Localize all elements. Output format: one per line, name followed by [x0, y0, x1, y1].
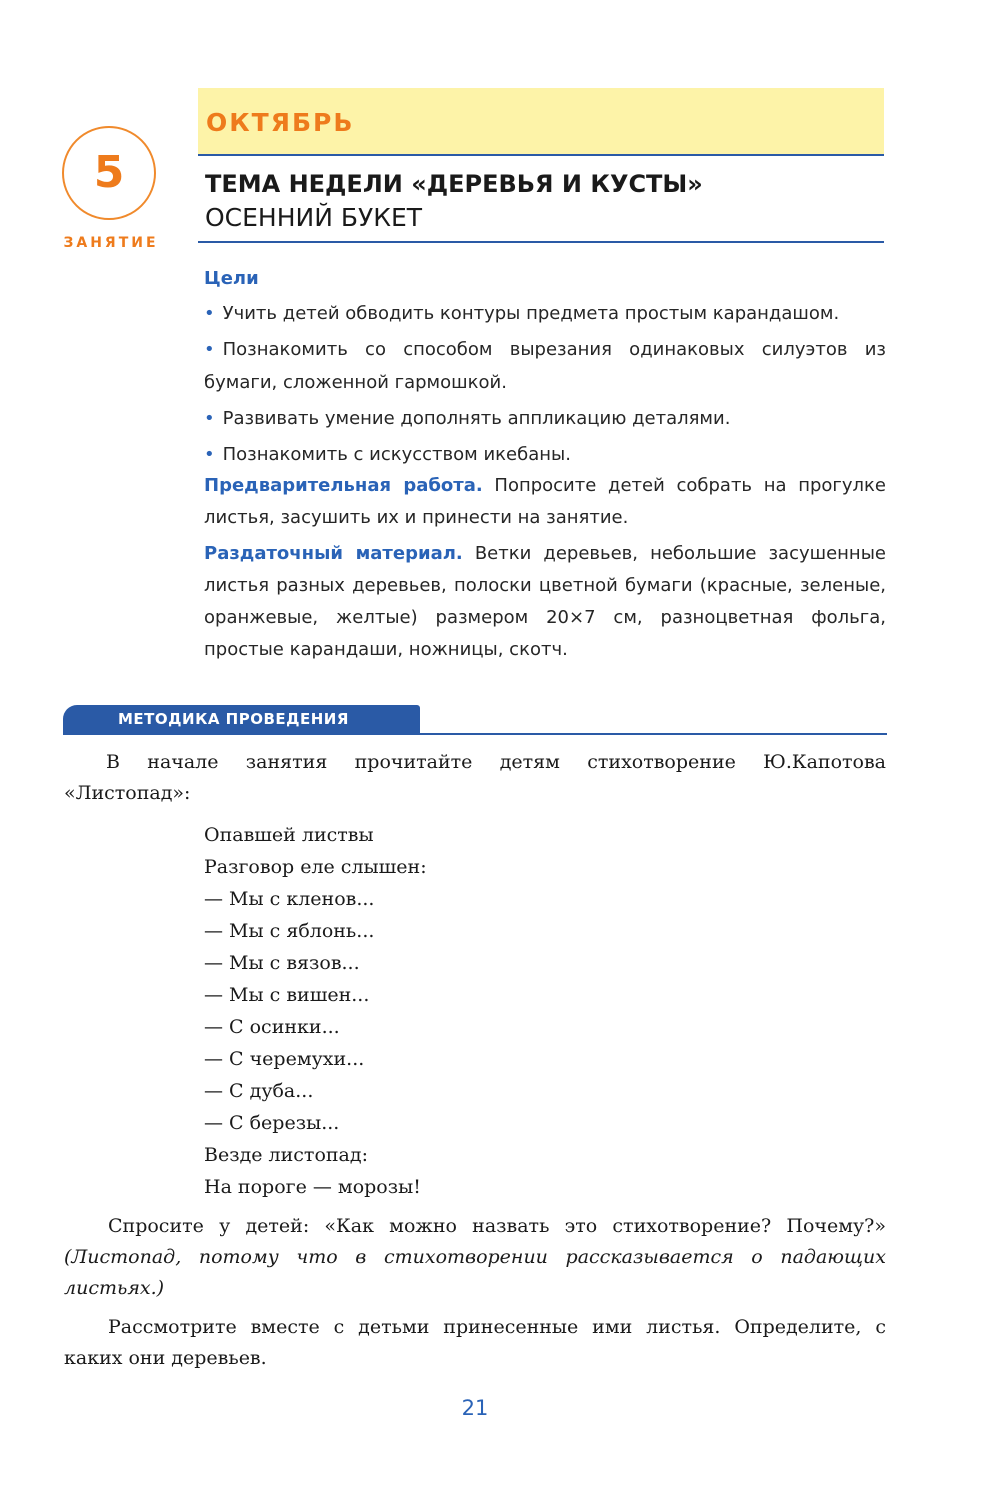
- poem-line: — С дуба...: [204, 1080, 314, 1102]
- preliminary-work-heading: Предварительная работа.: [204, 475, 483, 496]
- bullet-icon: •: [204, 408, 215, 429]
- month-label: ОКТЯБРЬ: [206, 108, 355, 137]
- materials-heading: Раздаточный материал.: [204, 543, 463, 564]
- method-intro: В начале занятия прочитайте детям стихотворение Ю.Капотова «Листопад»:: [64, 751, 886, 804]
- week-theme-title: ТЕМА НЕДЕЛИ «ДЕРЕВЬЯ И КУСТЫ»: [205, 170, 703, 198]
- goal-text: Познакомить со способом вырезания одинаковых силуэтов из бумаги, сложенной гармошкой.: [204, 339, 886, 393]
- goal-item: [204, 438, 886, 471]
- lesson-label: ЗАНЯТИЕ: [63, 235, 159, 251]
- poem-line: Разговор еле слышен:: [204, 856, 427, 878]
- poem-line: — Мы с вязов...: [204, 952, 360, 974]
- title-divider: [198, 241, 884, 243]
- materials-paragraph: [204, 538, 886, 666]
- goal-text: Развивать умение дополнять аппликацию деталями.: [222, 408, 731, 429]
- preliminary-work-text: Попросите детей собрать на прогулке листья, засушить их и принести на занятие.: [204, 475, 886, 528]
- poem: [204, 819, 427, 1203]
- closing-paragraph: Рассмотрите вместе с детьми принесенные ими листья. Определите, с каких они деревьев.: [64, 1316, 886, 1369]
- bullet-icon: •: [204, 444, 215, 465]
- materials-text: Ветки деревьев, небольшие засушенные листья разных деревьев, полоски цветной бумаги (красные, зеленые, оранжевые, желтые) размером 20×7 см, разноцветная фольга, простые карандаши, ножницы, скотч.: [204, 543, 886, 660]
- goal-text: Познакомить с искусством икебаны.: [222, 444, 571, 465]
- page-number: 21: [461, 1396, 489, 1420]
- method-heading: МЕТОДИКА ПРОВЕДЕНИЯ: [118, 710, 349, 728]
- question-text: Спросите у детей: «Как можно назвать это стихотворение? Почему?»: [108, 1215, 886, 1237]
- answer-text: (Листопад, потому что в стихотворении рассказывается о падающих листьях.): [64, 1246, 886, 1299]
- goal-text: Учить детей обводить контуры предмета простым карандашом.: [222, 303, 840, 324]
- poem-line: — Мы с кленов...: [204, 888, 375, 910]
- bullet-icon: •: [204, 339, 215, 360]
- method-tab: [63, 705, 420, 733]
- goals-list: [204, 297, 886, 474]
- method-section-header: [63, 705, 887, 735]
- lesson-number: 5: [93, 147, 125, 198]
- question-paragraph: [64, 1211, 886, 1304]
- poem-line: На пороге — морозы!: [204, 1176, 421, 1198]
- method-divider: [63, 733, 887, 735]
- poem-line: Опавшей листвы: [204, 824, 374, 846]
- lesson-title: ОСЕННИЙ БУКЕТ: [205, 203, 423, 232]
- goal-item: [204, 333, 886, 399]
- poem-line: — С березы...: [204, 1112, 340, 1134]
- preliminary-work-paragraph: [204, 470, 886, 534]
- goal-item: [204, 402, 886, 435]
- poem-line: — С осинки...: [204, 1016, 340, 1038]
- lesson-number-badge: [62, 126, 156, 220]
- poem-line: — Мы с вишен...: [204, 984, 370, 1006]
- poem-line: — Мы с яблонь...: [204, 920, 375, 942]
- poem-line: Везде листопад:: [204, 1144, 368, 1166]
- goal-item: [204, 297, 886, 330]
- bullet-icon: •: [204, 303, 215, 324]
- poem-line: — С черемухи...: [204, 1048, 365, 1070]
- goals-heading: Цели: [204, 268, 259, 289]
